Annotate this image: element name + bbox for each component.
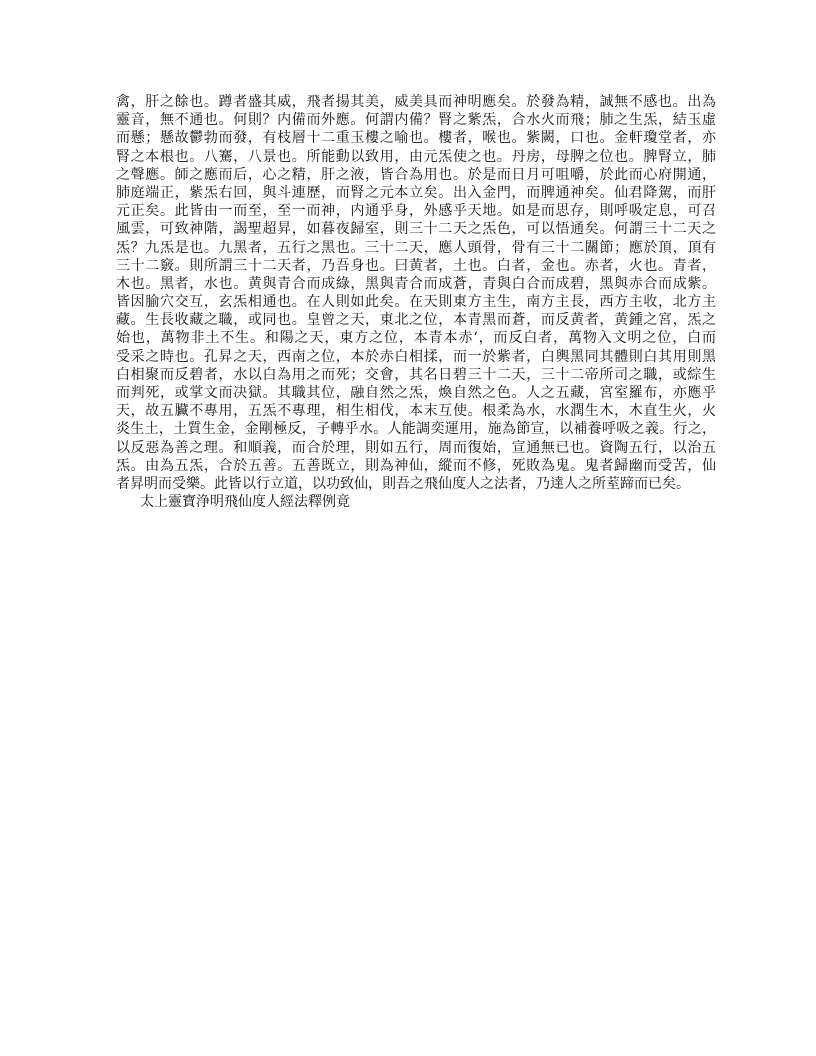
- text-line: 而判死，或掌文而决獄。其職其位，融自然之炁，煥自然之色。人之五藏，宮室羅布，亦應乎: [116, 385, 716, 401]
- text-line: 三十二竅。則所謂三十二天者，乃吾身也。曰黄者，土也。白者，金也。赤者，火也。青者，: [116, 257, 716, 274]
- text-line: 木也。黑者，水也。黄與青合而成綠，黑與青合而成蒼，青與白合而成碧，黑與赤合而成紫。: [116, 275, 716, 292]
- text-line: 受采之時也。孔昇之天，西南之位，本於赤白相揉，而一於紫者，白輿黑同其體則白其用則黑: [116, 348, 716, 365]
- text-line: 風雲，可致神階，謁聖超昇，如暮夜歸室，則三十二天之炁色，可以悟通矣。何謂三十二天之: [116, 221, 716, 238]
- text-line: 元正矣。此皆由一而至，至一而神，内通乎身，外感乎天地。如是而思存，則呼吸定息，可召: [116, 203, 716, 220]
- body-text: [116, 93, 716, 511]
- text-line: 之聲應。師之應而后，心之精，肝之液，皆合為用也。於是而日月可咀嚼，於此而心府開通，: [116, 166, 716, 183]
- text-line: 靈音，無不通也。何則？内備而外應。何謂内備？腎之紫炁，合水火而飛；肺之生炁，結玉虛: [116, 112, 716, 129]
- text-line: 炎生土，土質生金，金剛極反，子轉乎水。人能調奕運用，施為節宣，以補養呼吸之義。行之，: [116, 421, 716, 438]
- text-line: 炁。由為五炁，合於五善。五善既立，則為神仙，縱而不修，死敗為鬼。鬼者歸幽而受苦，仙: [116, 457, 716, 474]
- text-line: 肺庭端正，紫炁右回，與斗連歷，而腎之元本立矣。出入金門，而脾通神矣。仙君降駕，而肝: [116, 184, 716, 201]
- text-line: 白相聚而反碧者，水以白為用之而死；交會，其名日碧三十二天，三十二帝所司之職，或綜生: [116, 366, 716, 383]
- text-line: 以反惡為善之理。和順義，而合於理，則如五行，周而復始，宣通無已也。資陶五行，以治五: [116, 439, 716, 456]
- text-line: 者昇明而受樂。此皆以行立道，以功致仙，則吾之飛仙度人之法者，乃達人之所荎蹄而已矣。: [116, 475, 690, 492]
- text-line: 而懸；懸故鬱勃而發，有枝層十二重玉樓之喻也。樓者，喉也。紫闕，口也。金軒瓊堂者，亦: [116, 130, 716, 147]
- colophon: 太上靈寶浄明飛仙度人經法釋例竟: [140, 494, 350, 511]
- text-line: 始也，萬物非土不生。和陽之天，東方之位，本青本赤‘，而反白者，萬物入文明之位，白而: [116, 330, 716, 347]
- text-line: 腎之本根也。八騫，八景也。所能動以致用，由元炁使之也。丹房，母脾之位也。脾腎立，肺: [116, 148, 716, 165]
- text-line: 天，故五臟不專用，五炁不專理，相生相伐，本末互使。根柔為水，水潤生木，木直生火，火: [116, 403, 716, 420]
- text-line: 炁？九炁是也。九黑者，五行之黑也。三十二天，應人頭骨，骨有三十二關節；應於頂，頂有: [116, 239, 716, 256]
- text-line: 皆因腧穴交互，玄炁相通也。在人則如此矣。在天則東方主生，南方主長，西方主收，北方主: [116, 294, 716, 311]
- text-line: 藏。生長收藏之職，或同也。皇曾之天，東北之位，本青黑而蒼，而反黄者，黄鍾之宮，炁之: [116, 312, 716, 329]
- text-line: 禽，肝之餘也。蹲者盛其威，飛者揚其美，威美具而神明應矣。於發為精，誠無不感也。出為: [116, 94, 716, 110]
